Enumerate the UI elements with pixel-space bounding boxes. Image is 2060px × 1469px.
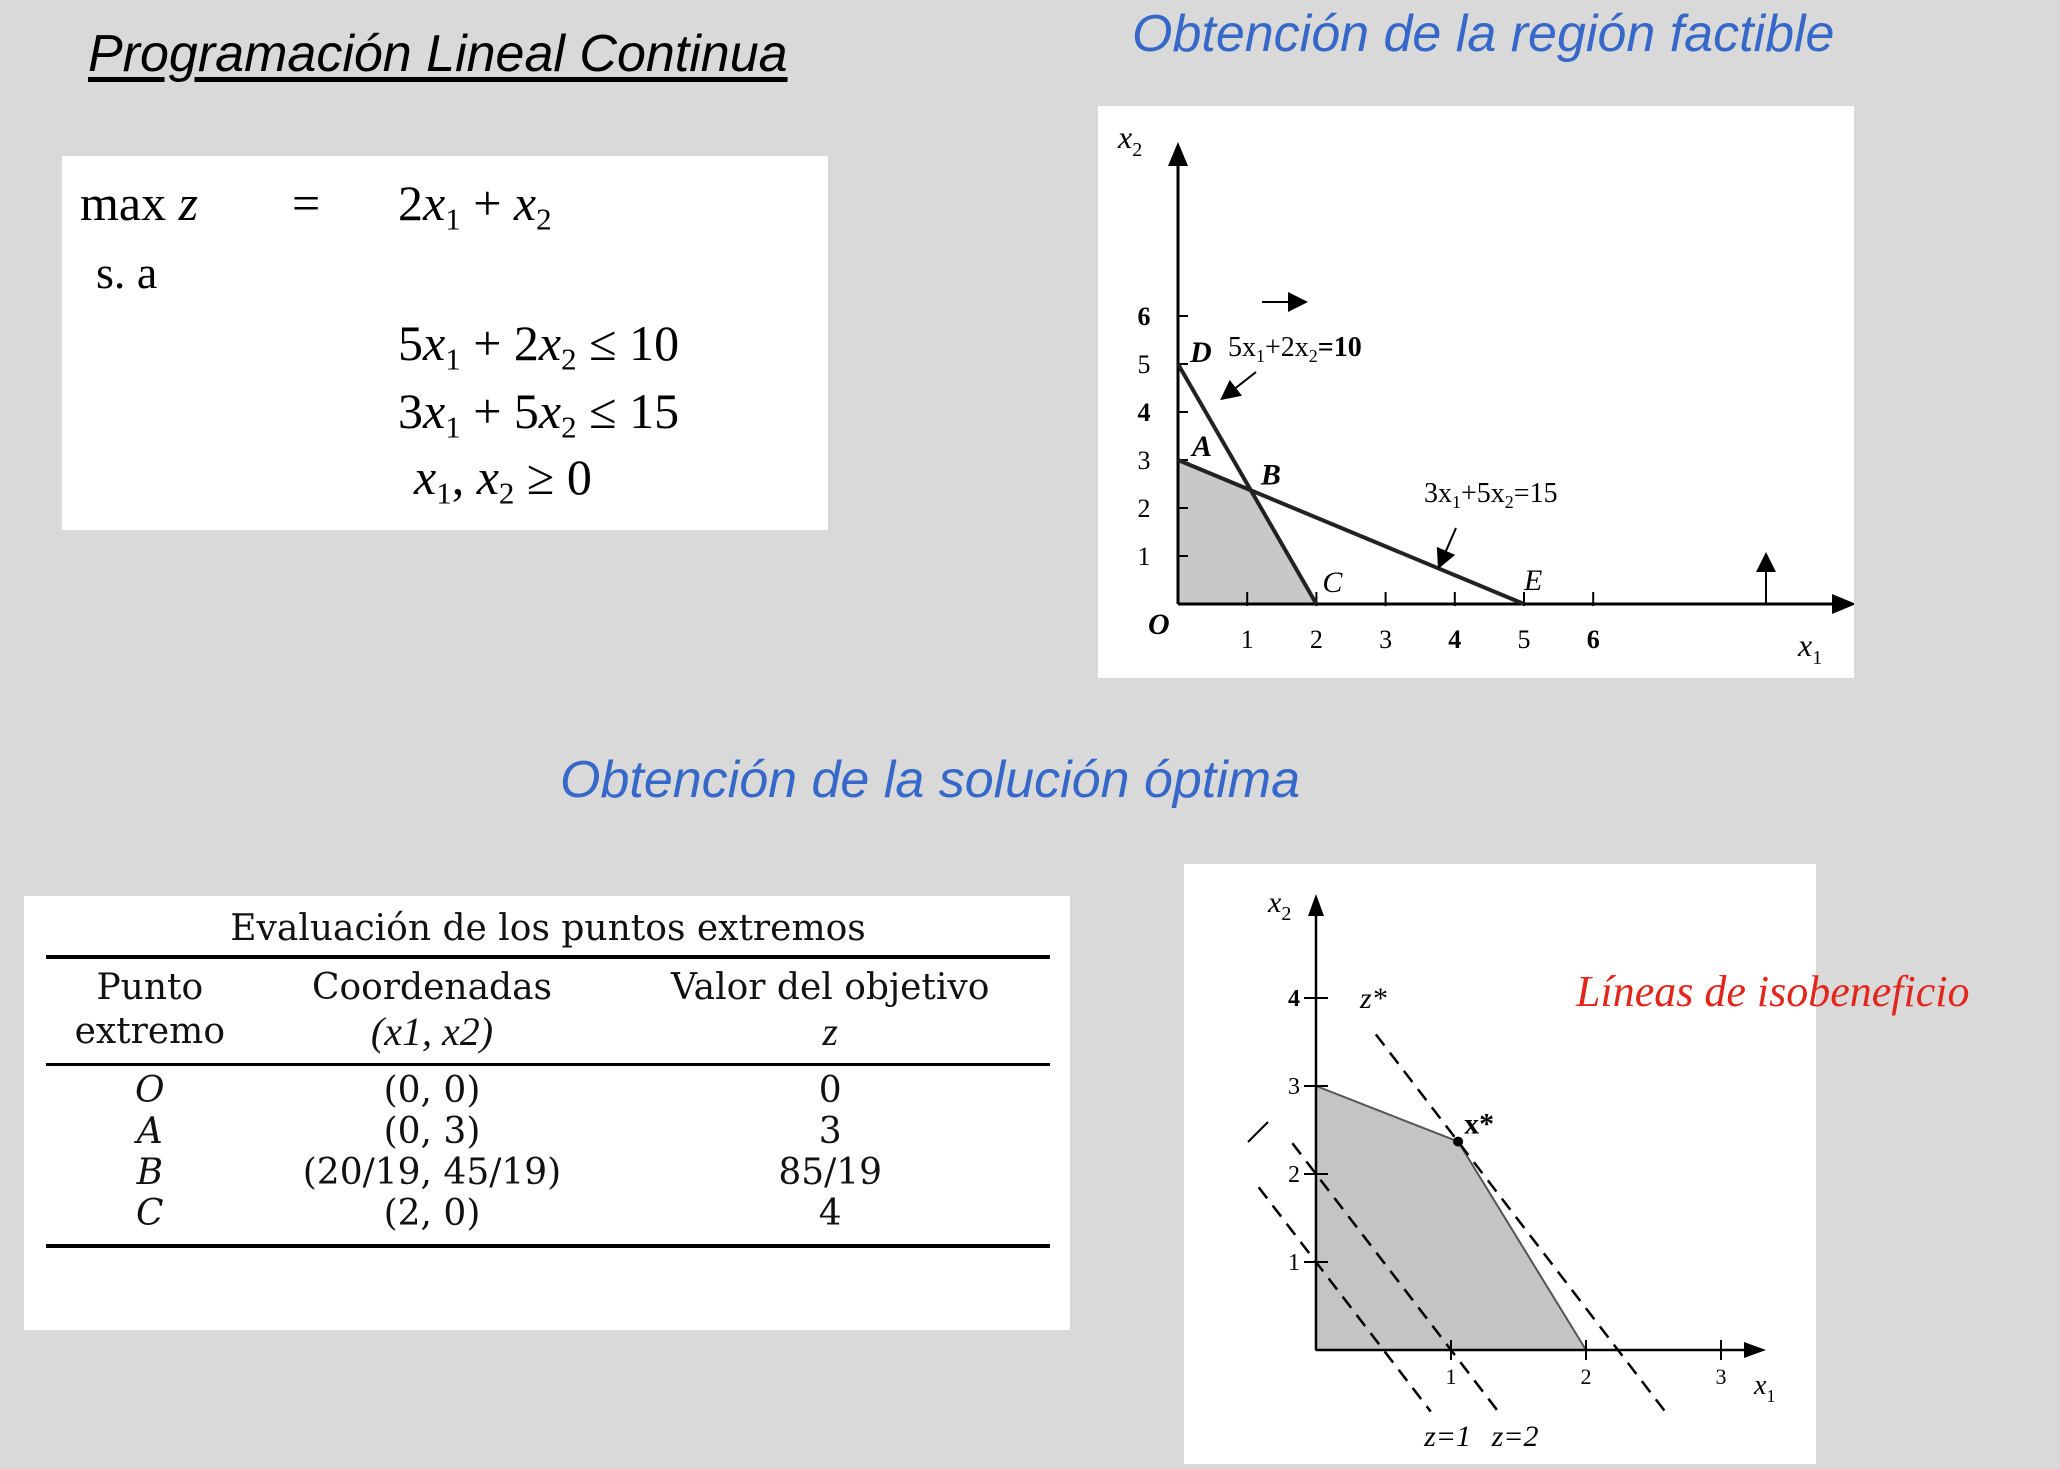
y-tick-label: 2 xyxy=(1288,1162,1300,1188)
table-row xyxy=(46,1152,1050,1193)
row-value: 0 xyxy=(818,1070,842,1111)
table-subheader-row xyxy=(46,1008,1050,1065)
objective-line xyxy=(80,174,198,232)
nonnegativity-constraint: $x_1$, $x_2 \ge 0$ xyxy=(414,449,592,511)
optimum-label: x* xyxy=(1464,1107,1495,1141)
lp-model-box xyxy=(62,156,828,530)
constraint-1-direction-arrow xyxy=(1228,372,1256,394)
optimal-solution-title: Obtención de la solución óptima xyxy=(560,751,1301,809)
table-row xyxy=(46,1065,1050,1112)
row-coords: (2, 0) xyxy=(383,1193,481,1234)
feasible-region-chart xyxy=(1098,106,1854,678)
row-point: B xyxy=(136,1152,164,1193)
isobenefit-lines-label: Líneas de isobeneficio xyxy=(1576,967,1970,1016)
point-label-A: A xyxy=(1192,430,1213,463)
feasible-region-chart-box xyxy=(1098,106,1854,678)
y-tick-label: 5 xyxy=(1137,350,1151,379)
table-header-row xyxy=(46,957,1050,1008)
table-caption: Evaluación de los puntos extremos xyxy=(230,908,866,949)
isobenefit-chart xyxy=(1184,864,1816,1464)
evaluation-table-box xyxy=(24,896,1070,1330)
row-point: O xyxy=(135,1070,165,1111)
constraint-1: $5x_1 + 2x_2 \le 10$ xyxy=(398,315,680,377)
x-tick-label: 1 xyxy=(1445,1364,1457,1389)
y-tick-label: 4 xyxy=(1137,398,1151,427)
table-row xyxy=(46,1111,1050,1152)
isoline-label: z* xyxy=(1359,982,1387,1015)
x-axis-label: $x_1$ xyxy=(1798,627,1823,669)
point-label-B: B xyxy=(1260,458,1281,492)
feasible-region xyxy=(1316,1086,1586,1350)
constraint-2-label: $3x_1+5x_2=15$ xyxy=(1424,478,1558,512)
isoline-label: z=1 xyxy=(1424,1420,1472,1453)
y-axis-arrow xyxy=(1168,142,1188,166)
evaluation-table xyxy=(46,902,1050,1248)
main-title: Programación Lineal Continua xyxy=(88,25,788,83)
y-axis-arrow xyxy=(1308,894,1324,916)
row-point: A xyxy=(136,1111,163,1152)
row-coords: (20/19, 45/19) xyxy=(302,1152,562,1193)
improvement-direction-arrow xyxy=(1248,1122,1268,1142)
y-tick-label: 1 xyxy=(1137,542,1151,571)
row-value: 85/19 xyxy=(778,1152,883,1193)
constraint-2-rhs: 15 xyxy=(629,383,680,439)
row-coords: (0, 0) xyxy=(383,1070,481,1111)
x-tick-label: 2 xyxy=(1309,625,1323,654)
feasible-region-title: Obtención de la región factible xyxy=(1132,5,1835,63)
optimum-point xyxy=(1453,1137,1463,1147)
x-tick-label: 2 xyxy=(1580,1364,1592,1389)
header-point: Punto xyxy=(96,967,204,1008)
constraint-1-rhs: 10 xyxy=(629,315,680,371)
header-coordinates: Coordenadas xyxy=(311,967,553,1008)
subheader-extreme: extremo xyxy=(74,1011,225,1052)
nonnegativity-rhs: 0 xyxy=(566,449,592,505)
row-coords: (0, 3) xyxy=(383,1111,481,1152)
x-axis-arrow xyxy=(1744,1342,1766,1358)
subject-to-label: s. a xyxy=(96,247,158,298)
point-label-O: O xyxy=(1148,608,1170,641)
x-axis-label: $x_1$ xyxy=(1754,1370,1776,1406)
constraint-1-label: $5x_1+2x_2=10$ xyxy=(1228,332,1362,366)
isoline-label: z=2 xyxy=(1491,1420,1539,1453)
objective-keyword: max xyxy=(80,175,167,231)
x-axis-arrow xyxy=(1832,594,1854,614)
row-value: 4 xyxy=(818,1193,842,1234)
objective-expression: $2x_1 + x_2$ xyxy=(398,175,552,237)
x-tick-label: 6 xyxy=(1586,625,1600,654)
y-tick-label: 1 xyxy=(1288,1250,1300,1276)
y-axis-label: $x_2$ xyxy=(1118,119,1143,161)
isobenefit-chart-box xyxy=(1184,864,1816,1464)
x-tick-label: 1 xyxy=(1240,625,1254,654)
header-objective-value: Valor del objetivo xyxy=(670,967,990,1008)
y-tick-label: 4 xyxy=(1288,986,1300,1012)
x-tick-label: 4 xyxy=(1448,625,1462,654)
constraint-2-direction-arrow xyxy=(1442,528,1456,560)
x-tick-label: 3 xyxy=(1715,1364,1727,1389)
subheader-z: z xyxy=(822,1009,838,1054)
y-tick-label: 3 xyxy=(1137,446,1151,475)
point-label-D: D xyxy=(1190,336,1212,369)
row-point: C xyxy=(136,1193,164,1234)
y-tick-label: 2 xyxy=(1137,494,1151,523)
subheader-coords: (x1, x2) xyxy=(370,1009,494,1054)
y-tick-label: 3 xyxy=(1288,1074,1300,1100)
point-label-E: E xyxy=(1524,564,1543,597)
y-axis-label: $x_2$ xyxy=(1268,886,1292,925)
table-row xyxy=(46,1193,1050,1246)
x-tick-label: 5 xyxy=(1517,625,1531,654)
y-tick-label: 6 xyxy=(1137,302,1151,331)
equals-sign: = xyxy=(292,175,321,231)
x-tick-label: 3 xyxy=(1379,625,1393,654)
point-label-C: C xyxy=(1322,566,1343,599)
row-value: 3 xyxy=(818,1111,842,1152)
constraint-2: $3x_1 + 5x_2 \le 15$ xyxy=(398,383,680,445)
objective-variable: z xyxy=(178,175,199,231)
